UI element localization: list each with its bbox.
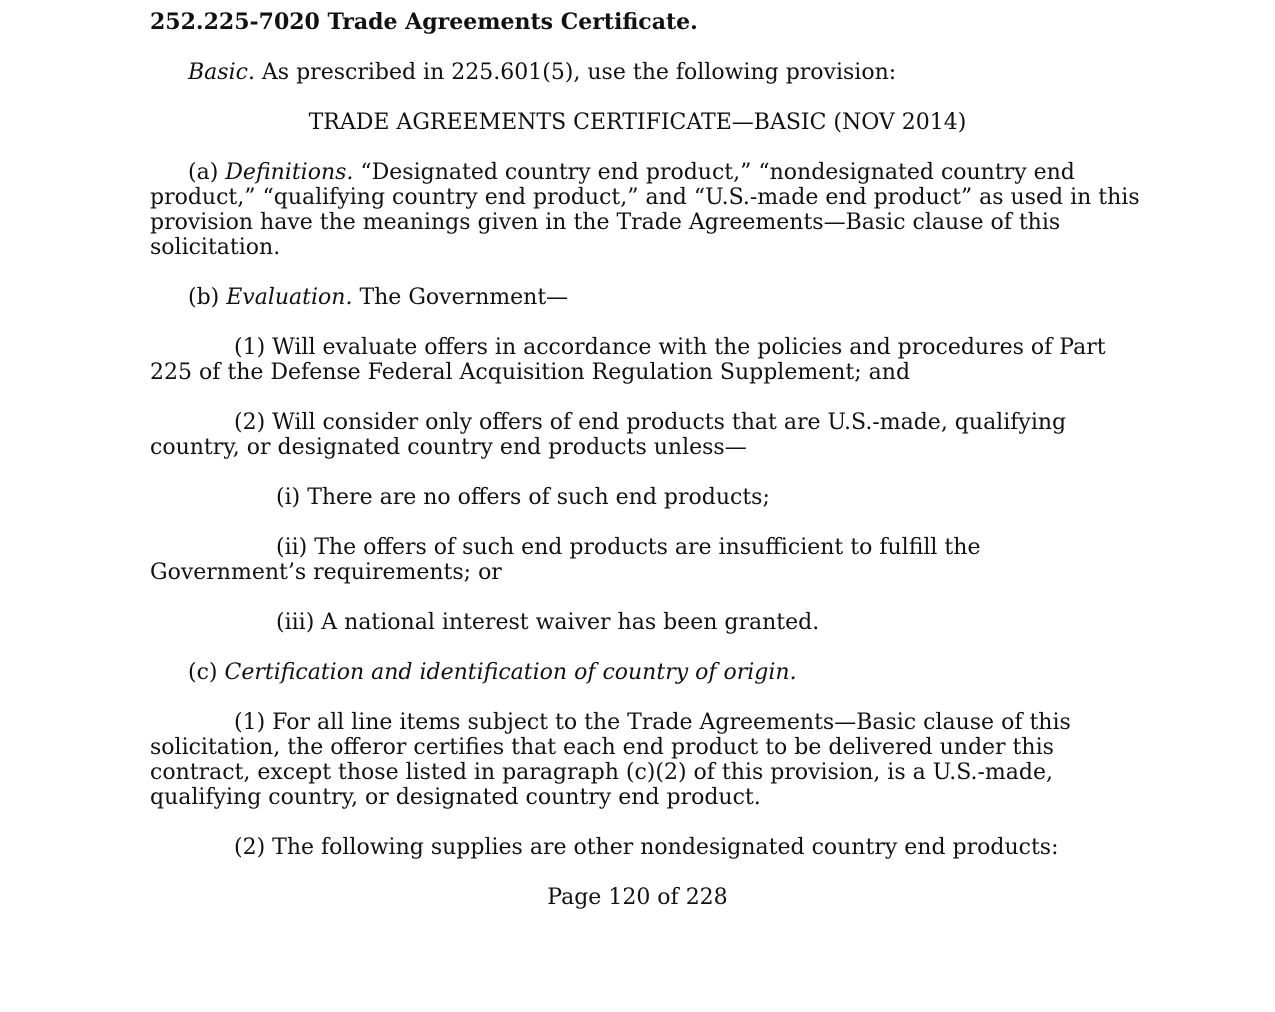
- para-b2-ii-line-2: Government’s requirements; or: [150, 560, 502, 585]
- para-b-number: (b): [188, 285, 227, 310]
- para-c-line: [188, 660, 797, 685]
- para-a-line-1: [188, 160, 1075, 185]
- intro-label: Basic: [188, 60, 248, 85]
- para-a-line-4: solicitation.: [150, 235, 281, 260]
- para-a-line-2: product,” “qualifying country end product,” and “U.S.-made end product” as used in this: [150, 185, 1140, 210]
- para-b2-ii-line-1: (ii) The offers of such end products are insufficient to fulfill the: [276, 535, 981, 560]
- para-b1-line-2: 225 of the Defense Federal Acquisition Regulation Supplement; and: [150, 360, 911, 385]
- para-c1-line-2: solicitation, the offeror certifies that each end product to be delivered under this: [150, 735, 1054, 760]
- para-c-number: (c): [188, 660, 225, 685]
- para-a-label: Definitions.: [225, 160, 354, 185]
- para-b-label: Evaluation.: [226, 285, 353, 310]
- intro-paragraph: [188, 60, 896, 85]
- para-c2-line: (2) The following supplies are other nondesignated country end products:: [234, 835, 1059, 860]
- para-c1-line-4: qualifying country, or designated country end product.: [150, 785, 761, 810]
- para-b-line: [188, 285, 568, 310]
- para-a-line-3: provision have the meanings given in the Trade Agreements—Basic clause of this: [150, 210, 1061, 235]
- page-number: Page 120 of 228: [547, 885, 728, 910]
- para-b2-iii: (iii) A national interest waiver has been granted.: [276, 610, 820, 635]
- para-b-text: The Government—: [352, 285, 569, 310]
- para-c1-line-1: (1) For all line items subject to the Trade Agreements—Basic clause of this: [234, 710, 1071, 735]
- intro-text: . As prescribed in 225.601(5), use the following provision:: [247, 60, 897, 85]
- para-a-number: (a): [188, 160, 226, 185]
- para-b2-line-1: (2) Will consider only offers of end products that are U.S.-made, qualifying: [234, 410, 1067, 435]
- para-b2-line-2: country, or designated country end products unless—: [150, 435, 747, 460]
- clause-heading: 252.225-7020 Trade Agreements Certificate.: [150, 9, 698, 35]
- para-c-label: Certification and identification of country of origin.: [224, 660, 797, 685]
- para-a-text-1: “Designated country end product,” “nondesignated country end: [353, 160, 1075, 185]
- para-b2-i: (i) There are no offers of such end products;: [276, 485, 770, 510]
- provision-title: TRADE AGREEMENTS CERTIFICATE—BASIC (NOV 2014): [308, 110, 967, 135]
- para-b1-line-1: (1) Will evaluate offers in accordance with the policies and procedures of Part: [234, 335, 1106, 360]
- para-c1-line-3: contract, except those listed in paragraph (c)(2) of this provision, is a U.S.-made,: [150, 760, 1054, 785]
